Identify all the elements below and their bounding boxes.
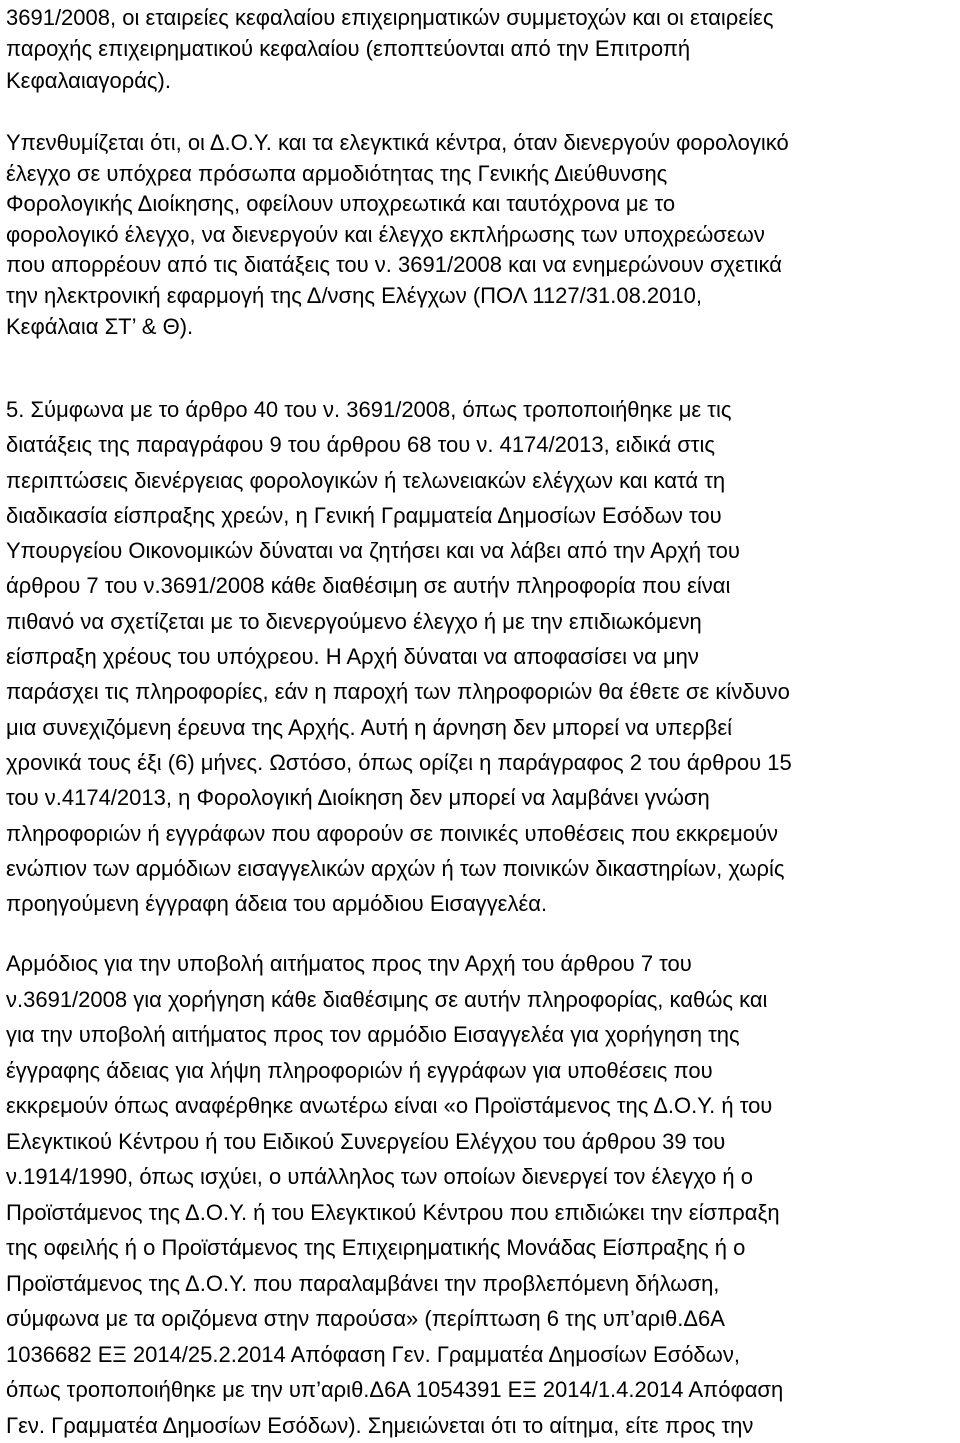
paragraph-4 [6, 946, 954, 1443]
paragraph-3 [6, 392, 954, 921]
text-line: έλεγχο σε υπόχρεα πρόσωπα αρμοδιότητας της Γενικής Διεύθυνσης [6, 159, 954, 190]
text-line: πιθανό να σχετίζεται με το διενεργούμενο έλεγχο ή με την επιδιωκόμενη [6, 604, 954, 639]
text-line: χρονικά τους έξι (6) μήνες. Ωστόσο, όπως ορίζει η παράγραφος 2 του άρθρου 15 [6, 745, 954, 780]
text-line: έγγραφης άδειας για λήψη πληροφοριών ή εγγράφων για υποθέσεις που [6, 1053, 954, 1089]
text-line: 3691/2008, οι εταιρείες κεφαλαίου επιχειρηματικών συμμετοχών και οι εταιρείες [6, 2, 954, 33]
text-line: μια συνεχιζόμενη έρευνα της Αρχής. Αυτή η άρνηση δεν μπορεί να υπερβεί [6, 710, 954, 745]
text-line: του ν.4174/2013, η Φορολογική Διοίκηση δεν μπορεί να λαμβάνει γνώση [6, 780, 954, 815]
paragraph-2 [6, 128, 954, 342]
text-line: παράσχει τις πληροφορίες, εάν η παροχή των πληροφοριών θα έθετε σε κίνδυνο [6, 674, 954, 709]
text-line: όπως τροποποιήθηκε με την υπ’αριθ.Δ6Α 1054391 ΕΞ 2014/1.4.2014 Απόφαση [6, 1372, 954, 1408]
text-line: άρθρου 7 του ν.3691/2008 κάθε διαθέσιμη σε αυτήν πληροφορία που είναι [6, 568, 954, 603]
text-line: Υπουργείου Οικονομικών δύναται να ζητήσει και να λάβει από την Αρχή του [6, 533, 954, 568]
text-line: ενώπιον των αρμόδιων εισαγγελικών αρχών ή των ποινικών δικαστηρίων, χωρίς [6, 851, 954, 886]
text-line: εκκρεμούν όπως αναφέρθηκε ανωτέρω είναι «ο Προϊστάμενος της Δ.Ο.Υ. ή του [6, 1088, 954, 1124]
text-line: Αρμόδιος για την υποβολή αιτήματος προς την Αρχή του άρθρου 7 του [6, 946, 954, 982]
text-line: ν.1914/1990, όπως ισχύει, ο υπάλληλος των οποίων διενεργεί τον έλεγχο ή ο [6, 1159, 954, 1195]
text-line: ν.3691/2008 για χορήγηση κάθε διαθέσιμης σε αυτήν πληροφορίας, καθώς και [6, 982, 954, 1018]
text-line: προηγούμενη έγγραφη άδεια του αρμόδιου Εισαγγελέα. [6, 886, 954, 921]
text-line: περιπτώσεις διενέργειας φορολογικών ή τελωνειακών ελέγχων και κατά τη [6, 463, 954, 498]
text-line: Κεφαλαιαγοράς). [6, 65, 954, 96]
text-line: Ελεγκτικού Κέντρου ή του Ειδικού Συνεργείου Ελέγχου του άρθρου 39 του [6, 1124, 954, 1160]
text-line: παροχής επιχειρηματικού κεφαλαίου (εποπτεύονται από την Επιτροπή [6, 33, 954, 64]
text-line: πληροφοριών ή εγγράφων που αφορούν σε ποινικές υποθέσεις που εκκρεμούν [6, 816, 954, 851]
text-line: 1036682 ΕΞ 2014/25.2.2014 Απόφαση Γεν. Γραμματέα Δημοσίων Εσόδων, [6, 1337, 954, 1373]
paragraph-1 [6, 2, 954, 96]
text-line: Κεφάλαια ΣΤ’ & Θ). [6, 312, 954, 343]
text-line: διατάξεις της παραγράφου 9 του άρθρου 68 του ν. 4174/2013, ειδικά στις [6, 427, 954, 462]
text-line: για την υποβολή αιτήματος προς τον αρμόδιο Εισαγγελέα για χορήγηση της [6, 1017, 954, 1053]
text-line: 5. Σύμφωνα με το άρθρο 40 του ν. 3691/2008, όπως τροποποιήθηκε με τις [6, 392, 954, 427]
text-line: Φορολογικής Διοίκησης, οφείλουν υποχρεωτικά και ταυτόχρονα με το [6, 189, 954, 220]
text-line: φορολογικό έλεγχο, να διενεργούν και έλεγχο εκπλήρωσης των υποχρεώσεων [6, 220, 954, 251]
text-line: σύμφωνα με τα οριζόμενα στην παρούσα» (περίπτωση 6 της υπ’αριθ.Δ6Α [6, 1301, 954, 1337]
text-line: Υπενθυμίζεται ότι, οι Δ.Ο.Υ. και τα ελεγκτικά κέντρα, όταν διενεργούν φορολογικό [6, 128, 954, 159]
text-line: Προϊστάμενος της Δ.Ο.Υ. ή του Ελεγκτικού Κέντρου που επιδιώκει την είσπραξη [6, 1195, 954, 1231]
text-line: της οφειλής ή ο Προϊστάμενος της Επιχειρηματικής Μονάδας Είσπραξης ή ο [6, 1230, 954, 1266]
text-line: Γεν. Γραμματέα Δημοσίων Εσόδων). Σημειώνεται ότι το αίτημα, είτε προς την [6, 1408, 954, 1443]
text-line: διαδικασία είσπραξης χρεών, η Γενική Γραμματεία Δημοσίων Εσόδων του [6, 498, 954, 533]
text-line: Προϊστάμενος της Δ.Ο.Υ. που παραλαμβάνει την προβλεπόμενη δήλωση, [6, 1266, 954, 1302]
text-line: που απορρέουν από τις διατάξεις του ν. 3691/2008 και να ενημερώνουν σχετικά [6, 250, 954, 281]
text-line: είσπραξη χρέους του υπόχρεου. Η Αρχή δύναται να αποφασίσει να μην [6, 639, 954, 674]
text-line: την ηλεκτρονική εφαρμογή της Δ/νσης Ελέγχων (ΠΟΛ 1127/31.08.2010, [6, 281, 954, 312]
